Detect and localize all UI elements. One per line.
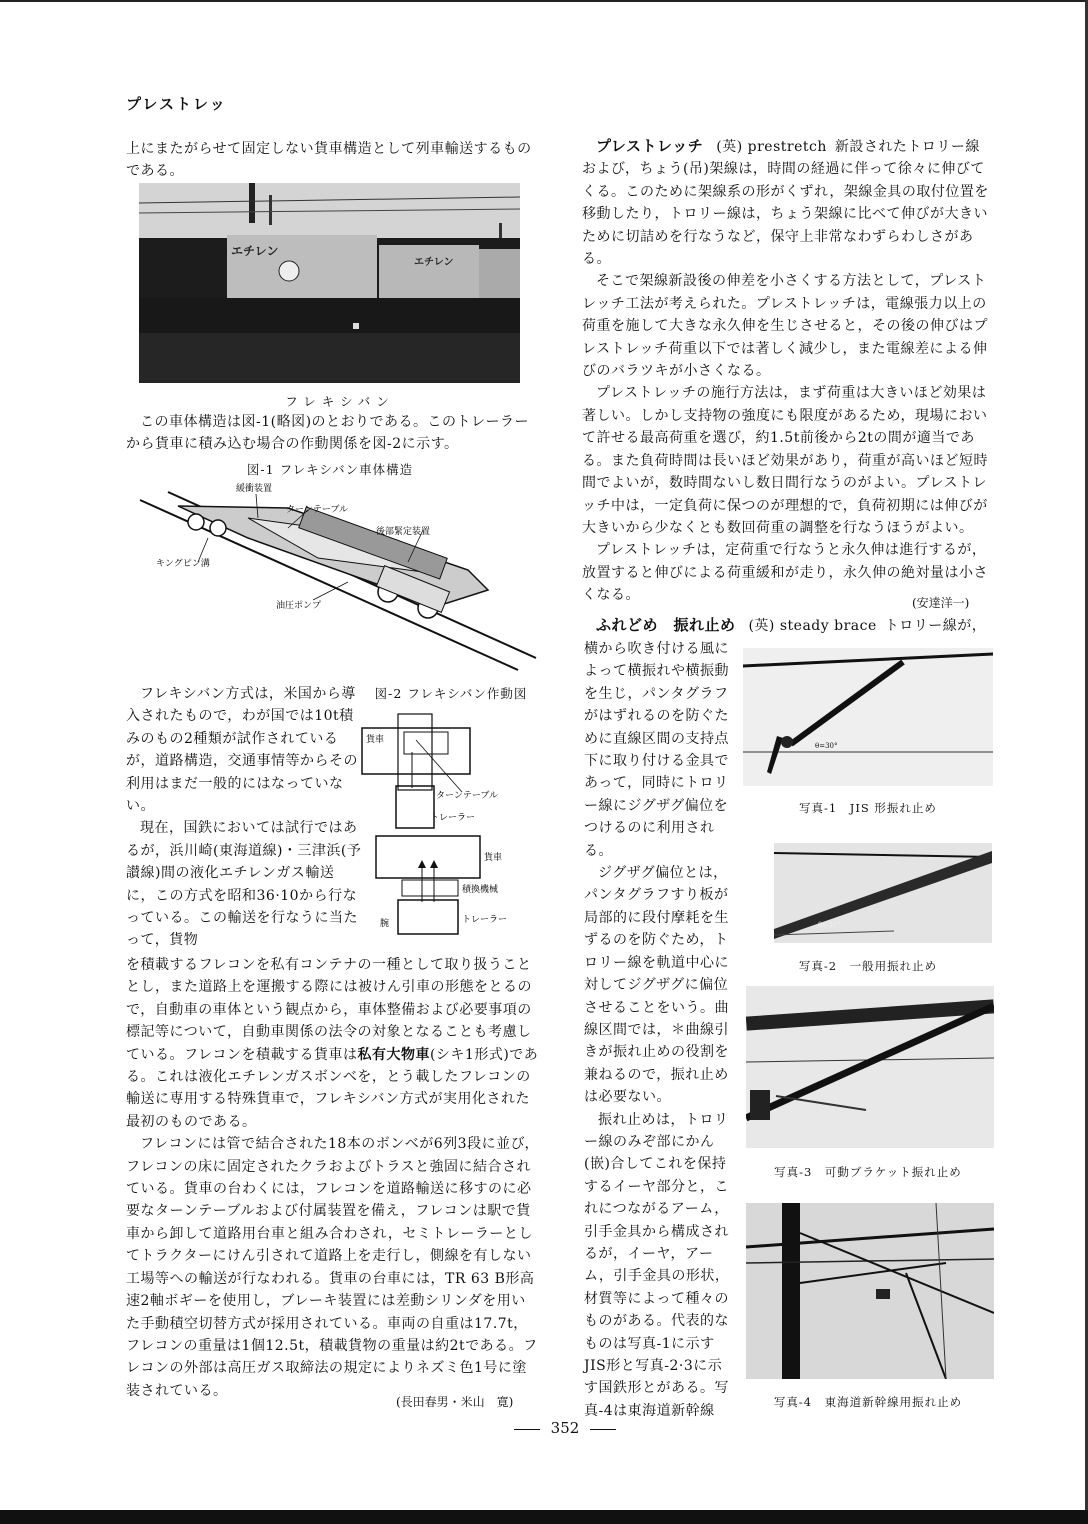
scan-edge-bottom xyxy=(0,1510,1088,1524)
fig2-label-wagon: 貨車 xyxy=(366,735,385,745)
prestretch-body-1: 新設されたトロリー線および，ちょう(吊)架線は，時間の経過に伴って徐々に伸びてくる。このために架線系の形がくずれ，架線金具の取付位置を移動したり，トロリー線は，ちょう架線に比べて伸びが大きいために切詰めを行なうなど，保守上非常なわずらわしさがある。 xyxy=(582,139,989,268)
prestretch-english: (英) prestretch xyxy=(716,139,827,155)
fig1-label-kingpin: キングピン溝 xyxy=(156,559,210,569)
right-entry-prestretch xyxy=(582,135,994,607)
photo-1-angle: θ=30° xyxy=(815,742,838,750)
fig2-label-arm: 腕 xyxy=(380,919,390,929)
flexivan-photo-drawing xyxy=(139,183,520,383)
wagon-sign-1: エチレン xyxy=(231,244,279,258)
fig1-label-pump: 油圧ポンプ xyxy=(276,601,322,611)
prestretch-headword: プレストレッチ xyxy=(596,137,704,155)
scan-edge-top xyxy=(0,0,1088,2)
right-entry-steady-brace-heading xyxy=(582,614,994,637)
main-paragraph-2: フレコンには管で結合された18本のボンベが6列3段に並び，フレコンの床に固定されたクラおよびトラスと強固に結合されている。貨車の台わくには，フレコンを道路輸送に移すのに必要なターンテーブルおよび付属装置を備え，フレコンは駅で貨車から卸して道路用台車と組み合わされ，セミトレーラーとしてトラクターにけん引されて道路上を走行し，側線を有しない工場等への輸送が行なわれる。貨車の台車には，TR 63 B形高速2軸ボギーを使用し，ブレーキ装置には差動シリンダを用いた手動積空切替方式が採用されている。車両の自重は17.7t，フレコンの重量は1個12.5t，積載貨物の重量は約2tである。フレコンの外部は高圧ガス取締法の規定によりネズミ色1号に塗装されている。 xyxy=(126,1136,540,1399)
intro-text: 上にまたがらせて固定しない貨車構造として列車輸送するものである。 xyxy=(126,141,532,180)
running-header: プレストレッ xyxy=(126,95,227,113)
fig2-diagram xyxy=(352,702,542,942)
photo-4-drawing xyxy=(746,1203,994,1379)
narrow-paragraph-1: フレキシバン方式は，米国から導入されたもので，わが国では10t積みのもの2種類が試作されているが，道路構造，交通事情等からその利用はまだ一般的にはなっていない。 xyxy=(126,686,358,815)
main-paragraph-1 xyxy=(126,954,540,1133)
figure-intro-text: この車体構造は図-1(略図)のとおりである。このトレーラーから貨車に積み込む場合の作動関係を図-2に示す。 xyxy=(126,414,530,453)
fig2-title: 図-2 フレキシバン作動図 xyxy=(374,686,528,701)
photo-1-caption: 写真-1 JIS 形振れ止め xyxy=(799,801,937,815)
prestretch-author: (安達洋一) xyxy=(912,596,970,610)
fig2-label-turntable: ターンテーブル xyxy=(436,791,499,801)
photo-2-drawing xyxy=(774,843,992,943)
page-number: 352 xyxy=(550,1419,580,1437)
fig1-drawing xyxy=(138,478,538,674)
prestretch-paragraph-1 xyxy=(582,135,994,270)
steady-brace-paragraph-2: ジグザグ偏位とは，パンタグラフすり板が局部的に段付摩耗を生ずるのを防ぐため，トロリー線を軌道中心に対してジグザグに偏位させることをいう。曲線区間では，＊曲線引きが振れ止めの役割を兼ねるので，振れ止めは必要ない。 xyxy=(584,865,729,1106)
fig2-label-trailer: トレーラー xyxy=(430,813,476,823)
wagon-sign-2: エチレン xyxy=(414,257,454,268)
left-figure-intro xyxy=(126,411,540,456)
private-wagon-term: 私有大物車 xyxy=(357,1046,430,1063)
steady-brace-english: (英) steady brace xyxy=(748,618,877,634)
prestretch-paragraph-4: プレストレッチは，定荷重で行なうと永久伸は進行するが，放置すると伸びによる荷重緩和が走り，永久伸の絶対量は小さくなる。 xyxy=(582,542,988,604)
photo-2-caption: 写真-2 一般用振れ止め xyxy=(798,959,938,973)
photo-3-caption: 写真-3 可動ブラケット振れ止め xyxy=(774,1165,962,1179)
photo-3 xyxy=(746,986,994,1148)
prestretch-paragraph-3: プレストレッチの施行方法は，まず荷重は大きいほど効果は著しい。しかし支持物の強度にも限度があるため，現場において許せる最高荷重を選び，約1.5t前後から2tの間が適当である。また負荷時間は長いほど効果があり，荷重が高いほど短時間でよいが，数時間ないし数日間行なうのがよい。プレストレッチ中は，一定負荷に保つのが理想的で，負荷初期には伸びが大きいから少なくとも数回荷重の調整を行なうほうがよい。 xyxy=(582,385,988,536)
fig1-diagram xyxy=(138,478,538,674)
fig2-drawing xyxy=(352,702,542,942)
narrow-paragraph-2: 現在，国鉄においては試行ではあるが，浜川崎(東海道線)・三津浜(予讃線)間の液化エチレンガス輸送に，この方式を昭和36·10から行なっている。この輸送を行なうに当たって，貨物 xyxy=(126,820,362,949)
page-number-rule-left xyxy=(514,1429,540,1430)
photo-4 xyxy=(746,1203,994,1379)
page-number-block xyxy=(510,1419,620,1437)
photo-1-drawing xyxy=(743,648,993,786)
fig1-label-buffer: 緩衝装置 xyxy=(236,484,273,494)
steady-brace-paragraph-3: 振れ止めは，トロリー線のみぞ部にかん(嵌)合してこれを保持するイーヤ部分と，これにつながるアーム，引手金具から構成されるが，イーヤ，アーム，引手金具の形状，材質等によって種々のものがある。代表的なものは写真-1に示すJIS形と写真-2·3に示す国鉄形とがある。写真-4は東海道新幹線 xyxy=(584,1111,730,1419)
page-number-rule-right xyxy=(590,1429,616,1430)
steady-brace-headword: ふれどめ 振れ止め xyxy=(596,616,736,634)
fig1-label-rear-lock: 後部緊定装置 xyxy=(376,527,431,537)
fig2-label-wagon-2: 貨車 xyxy=(484,853,503,863)
photo-2 xyxy=(774,843,992,943)
fig1-label-turntable: ターンテーブル xyxy=(286,505,349,515)
photo-4-caption: 写真-4 東海道新幹線用振れ止め xyxy=(773,1395,963,1409)
flexivan-photo-caption: フレキシバン xyxy=(285,394,395,409)
main-paragraph-1-a: を積載するフレコンを私有コンテナの一種として取り扱うこととし，また道路上を運搬する際には被けん引車の形態をとるので，自動車の車体という観点から，車体整備および必要事項の標記等について，自動車関係の法令の対象となることも考慮している。フレコンを積載する貨車は xyxy=(126,957,532,1063)
photo-1 xyxy=(743,648,993,786)
left-main-text xyxy=(126,954,540,1402)
left-intro-paragraph xyxy=(126,138,540,183)
flexivan-photo xyxy=(139,183,520,383)
main-paragraph-1-b: (シキ1形式)である。これは液化エチレンガスボンベを，とう載したフレコンの輸送に専用する特殊貨車で，フレキシバン方式が実用化された最初のものである。 xyxy=(126,1046,539,1130)
photo-3-drawing xyxy=(746,986,994,1148)
fig1-title: 図-1 フレキシバン車体構造 xyxy=(246,462,414,477)
photo-2-angle: θ=30° xyxy=(818,921,841,929)
steady-brace-first-words: トロリー線が， xyxy=(884,618,987,634)
fig2-label-trailer-2: トレーラー xyxy=(462,915,508,925)
fig2-label-transfer-machine: 積換機械 xyxy=(462,885,499,895)
prestretch-paragraph-2: そこで架線新設後の伸差を小さくする方法として，プレストレッチ工法が考えられた。プレストレッチは，電線張力以上の荷重を施して大きな永久伸を生じさせると，その後の伸びはプレストレッチ荷重以下では著しく減少し，また電線差による伸びのバラツキが小さくなる。 xyxy=(582,273,988,380)
left-author: (長田春男・米山 寛) xyxy=(396,1395,514,1409)
right-narrow-text xyxy=(584,638,734,1422)
left-narrow-text xyxy=(126,683,362,952)
steady-brace-paragraph-1: 横から吹き付ける風によって横振れや横振動を生じ，パンタグラフがはずれるのを防ぐために直線区間の支持点下に取り付ける金具であって，同時にトロリー線にジグザグ偏位をつけるのに利用される。 xyxy=(584,641,729,859)
